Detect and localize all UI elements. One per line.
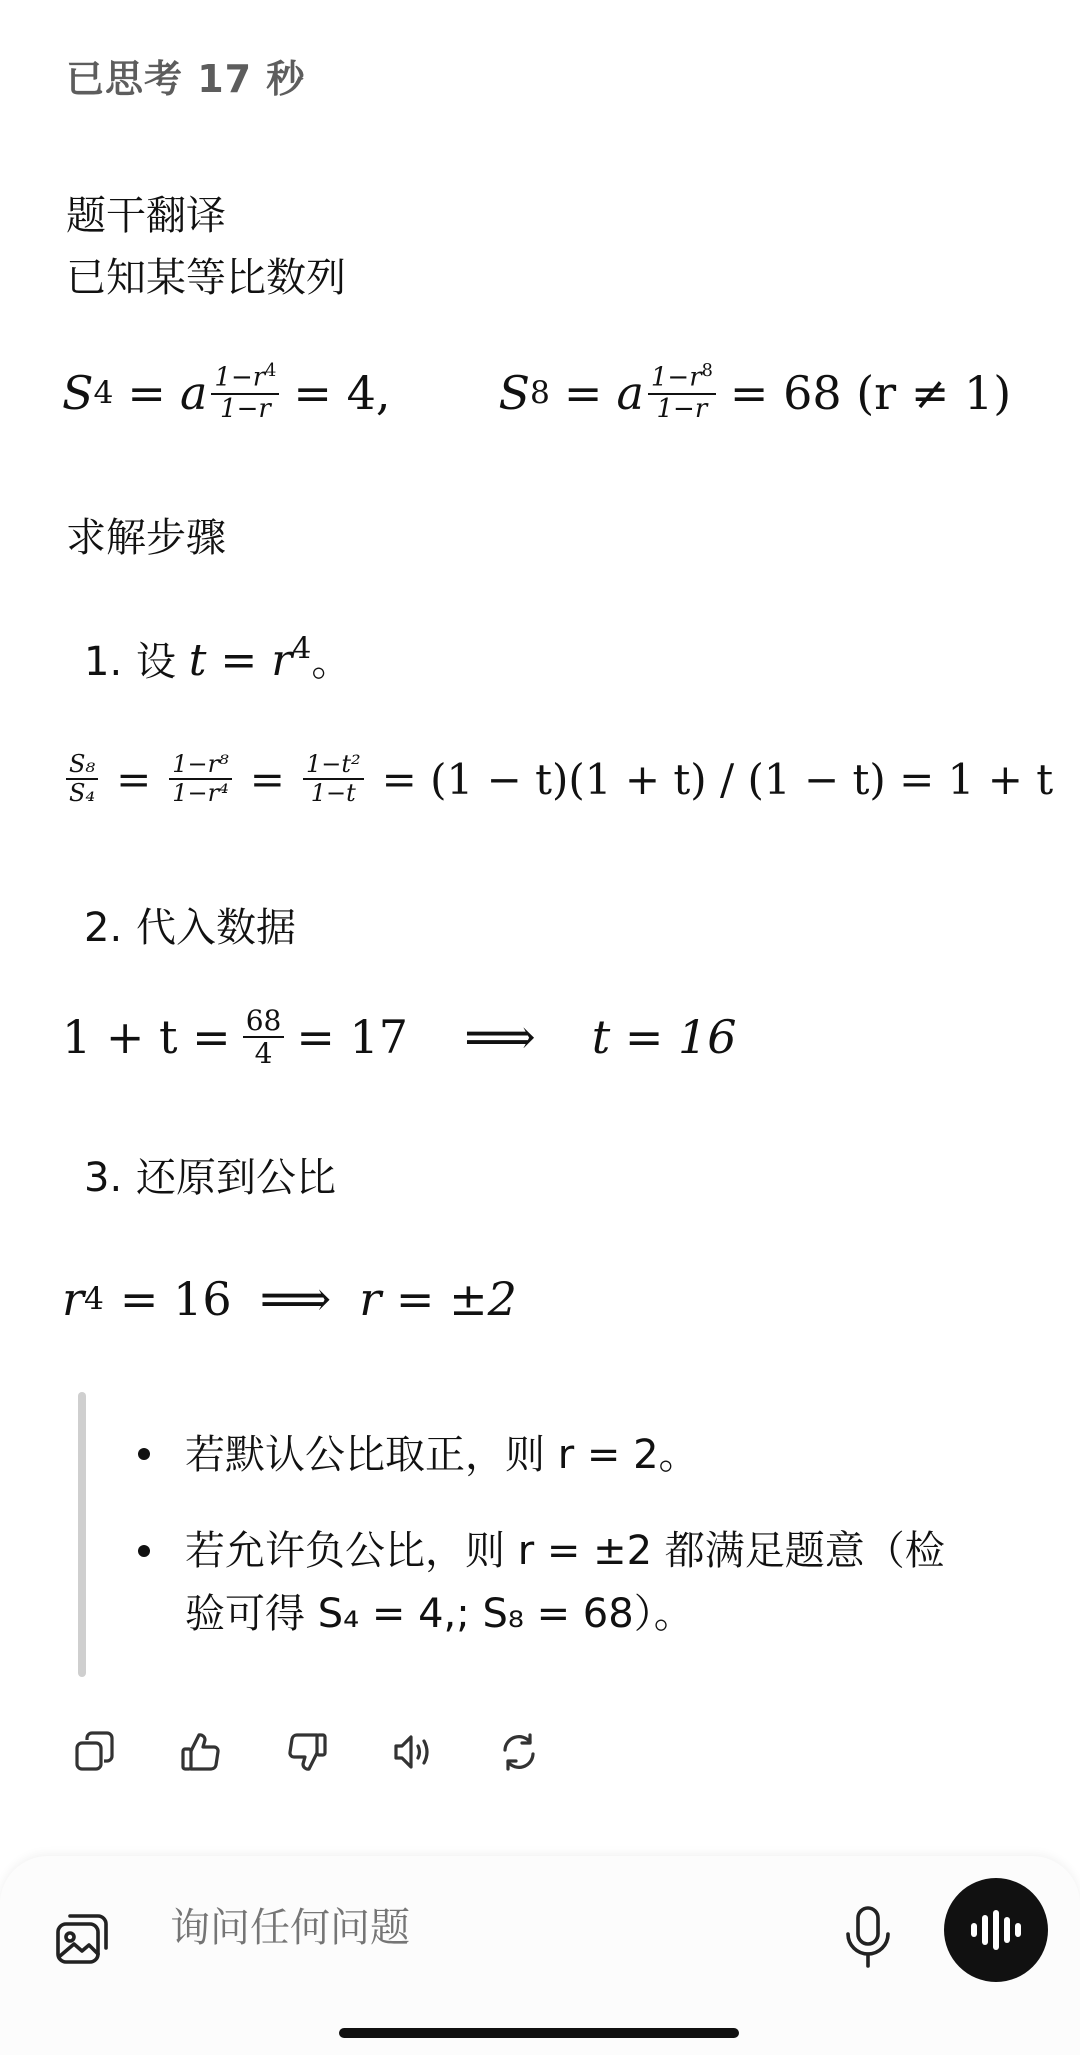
step-2: 2. 代入数据 bbox=[84, 905, 296, 951]
equation-given: S 4 = a $\frac{1-r^4}{1-r}$ = 4, S 8 = a $\frac{1-r^8}{1-r}$ = 68 (r ≠ 1) bbox=[62, 361, 1012, 425]
thumbs-down-icon bbox=[285, 1730, 329, 1774]
regenerate-icon bbox=[497, 1730, 541, 1774]
read-aloud-button[interactable] bbox=[384, 1723, 442, 1781]
section-title-translation: 题干翻译 bbox=[66, 193, 226, 239]
voice-waveform-icon bbox=[968, 1910, 1024, 1950]
attach-image-button[interactable] bbox=[52, 1906, 114, 1968]
dictate-button[interactable] bbox=[840, 1904, 896, 1970]
bullet-negative-ratio-line1: 若允许负公比，则 r = ±2 都满足题意（检 bbox=[185, 1528, 945, 1574]
image-gallery-icon bbox=[52, 1906, 114, 1968]
thumbs-down-button[interactable] bbox=[278, 1723, 336, 1781]
microphone-icon bbox=[840, 1904, 896, 1970]
thumbs-up-button[interactable] bbox=[172, 1723, 230, 1781]
bullet-dot bbox=[138, 1545, 150, 1557]
step-1: 1. 设 $t = r^4$。 bbox=[84, 631, 352, 686]
copy-button[interactable] bbox=[66, 1723, 124, 1781]
read-aloud-icon bbox=[391, 1730, 435, 1774]
composer-bar bbox=[0, 1856, 1080, 2055]
equation-ratio: $\frac{\text{S₈}}{\text{S₄}}$ = $\frac{\text{1−r⁸}}{\text{1−r⁴}}$ = $\frac{\text{1−t²}}{1-t}$ = (1 − t)(1 + t) / (1 − t) = 1 + t bbox=[62, 752, 1053, 806]
bullet-positive-ratio: 若默认公比取正，则 r = 2。 bbox=[185, 1432, 699, 1478]
copy-icon bbox=[73, 1730, 117, 1774]
home-indicator[interactable] bbox=[339, 2028, 739, 2038]
equation-substitution: 1 + t = $\frac{68}{4}$ = 17 ⟹ t = 16 bbox=[62, 1004, 737, 1071]
thought-duration[interactable]: 已思考 17 秒 bbox=[66, 57, 306, 101]
step-3: 3. 还原到公比 bbox=[84, 1155, 336, 1201]
message-actions bbox=[66, 1723, 548, 1781]
thumbs-up-icon bbox=[179, 1730, 223, 1774]
equation-root: r 4 = 16 ⟹ r = ±2 bbox=[62, 1270, 517, 1328]
blockquote-bar bbox=[78, 1392, 86, 1677]
bullet-dot bbox=[138, 1448, 150, 1460]
bullet-negative-ratio-line2: 验可得 S₄ = 4,; S₈ = 68）。 bbox=[185, 1591, 694, 1637]
section-title-steps: 求解步骤 bbox=[66, 515, 226, 561]
regenerate-button[interactable] bbox=[490, 1723, 548, 1781]
section-text-given: 已知某等比数列 bbox=[66, 255, 346, 301]
voice-mode-button[interactable] bbox=[944, 1878, 1048, 1982]
message-input[interactable] bbox=[168, 1904, 772, 1952]
